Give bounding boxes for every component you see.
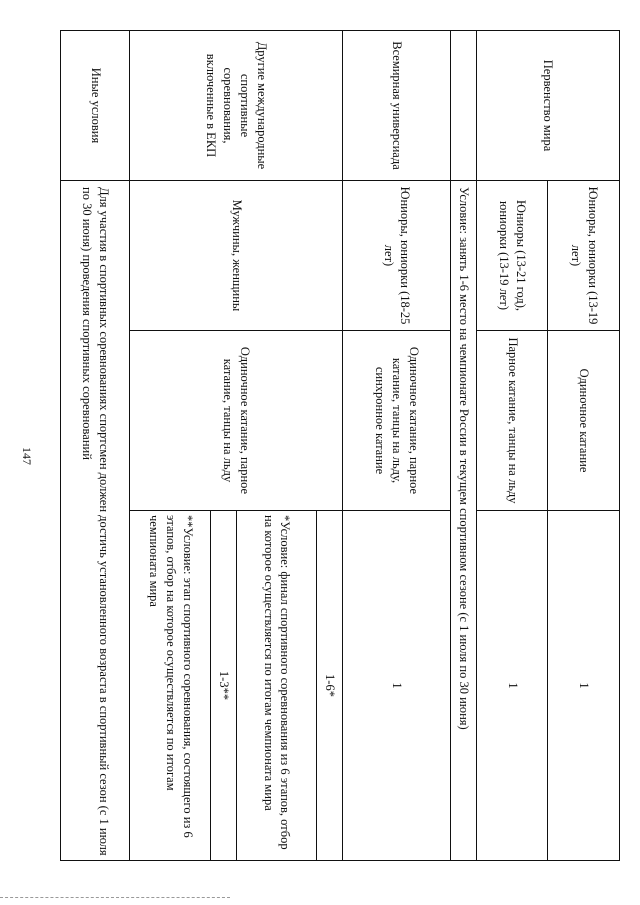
table-row bbox=[451, 31, 476, 861]
discipline-cell: Одиночное катание, парное катание, танцы на льду bbox=[130, 331, 343, 511]
group-cell: Юниоры, юниорки (18-25 лет) bbox=[342, 181, 451, 331]
other-conditions-text-cell: Для участия в спортивных соревнованиях спортсмен должен достичь установленного возраста в спортивный сезон (с 1 июля по 30 июня) проведения спортивных соревнований bbox=[61, 181, 130, 861]
discipline-cell: Одиночное катание, парное катание, танцы на льду, синхронное катание bbox=[342, 331, 451, 511]
other-conditions-name-cell: Иные условия bbox=[61, 31, 130, 181]
rotated-table-container bbox=[60, 30, 620, 860]
note-cell: *Условие: финал спортивного соревнования из 6 этапов, отбор на которое осуществляется по итогам чемпионата мира bbox=[236, 511, 317, 861]
group-cell: Юниоры, юниорки (13-19 лет) bbox=[548, 181, 620, 331]
discipline-cell: Парное катание, танцы на льду bbox=[476, 331, 548, 511]
other-competitions-name-cell: Другие международные спортивные соревнования, включенные в ЕКП bbox=[130, 31, 343, 181]
places-cell: 1 bbox=[476, 511, 548, 861]
sports-requirements-table bbox=[60, 30, 620, 861]
condition-world-cell: Условие: занять 1-6 место на чемпионате России в текущем спортивном сезоне (с 1 июля по 30 июня) bbox=[451, 181, 476, 861]
table-row bbox=[548, 31, 620, 861]
group-cell: Мужчины, женщины bbox=[130, 181, 343, 331]
places-cell: 1 bbox=[342, 511, 451, 861]
universiade-name-cell: Всемирная универсиада bbox=[342, 31, 451, 181]
discipline-cell: Одиночное катание bbox=[548, 331, 620, 511]
group-cell: Юниоры (13-21 год), юниорки (13-19 лет) bbox=[476, 181, 548, 331]
table-row bbox=[317, 31, 342, 861]
competition-world-cell: Первенство мира bbox=[476, 31, 619, 181]
note-cell: **Условие: этап спортивного соревнования, состоящего из 6 этапов, отбор на которое осуществляется по итогам чемпионата мира bbox=[130, 511, 211, 861]
page-footer-rule bbox=[0, 897, 230, 898]
places-cell: 1 bbox=[548, 511, 620, 861]
places-cell: 1-3** bbox=[211, 511, 236, 861]
page-number: 147 bbox=[20, 447, 34, 465]
table-row bbox=[61, 31, 130, 861]
table-row bbox=[342, 31, 451, 861]
places-cell: 1-6* bbox=[317, 511, 342, 861]
